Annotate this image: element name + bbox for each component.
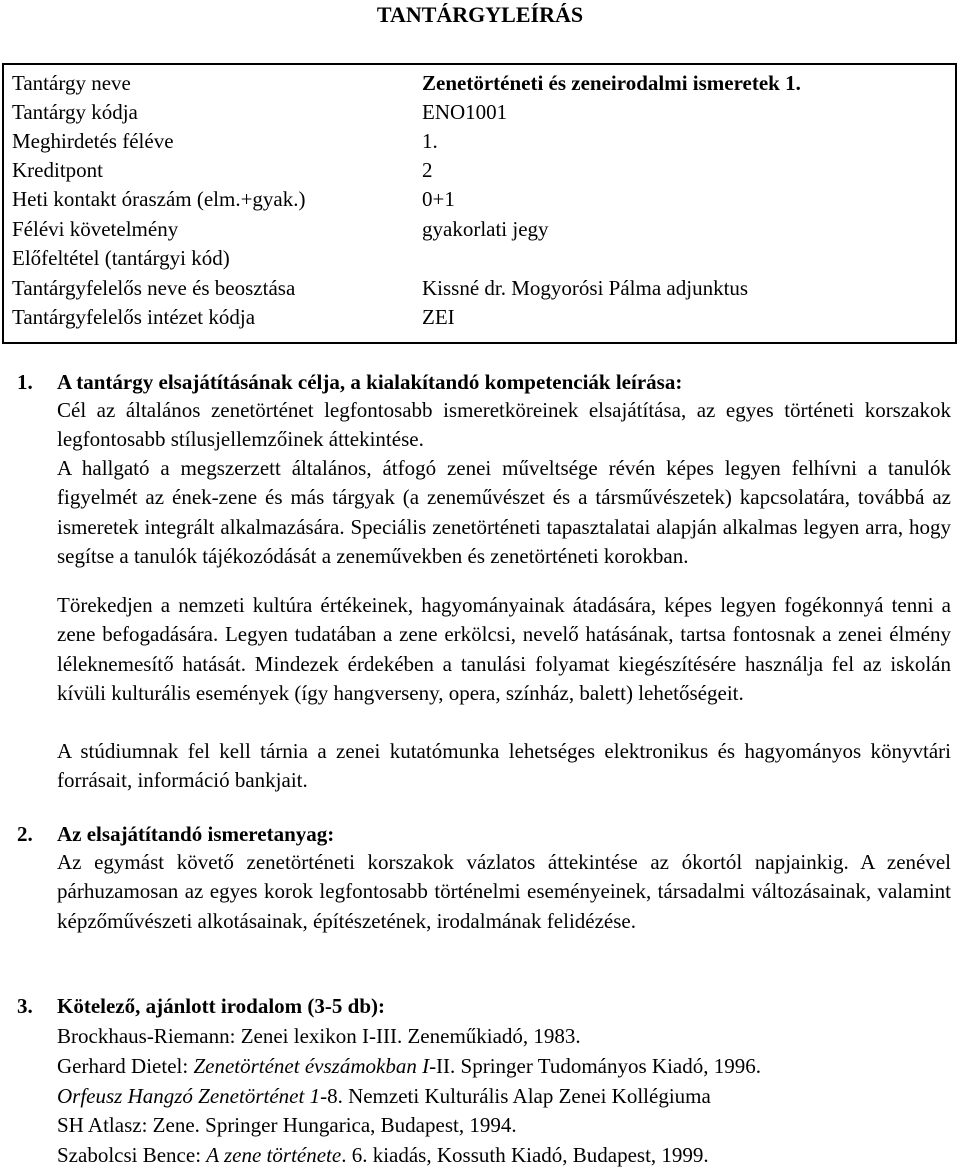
info-value: ZEI: [422, 305, 455, 329]
reference-item: [57, 1052, 951, 1082]
reference-text: Brockhaus-Riemann: Zenei lexikon I-III. Zeneműkiadó, 1983.: [57, 1024, 581, 1048]
reference-author: Szabolcsi Bence:: [57, 1143, 207, 1168]
reference-author: Gerhard Dietel:: [57, 1053, 194, 1078]
subject-info-table: [2, 63, 957, 344]
info-label: Kreditpont: [12, 158, 103, 182]
info-label: Előfeltétel (tantárgyi kód): [12, 246, 230, 270]
section-number: 2.: [17, 822, 33, 846]
section-1-heading: [17, 368, 682, 396]
section-2-heading: [17, 820, 334, 848]
section-1-paragraph: A hallgató a megszerzett általános, átfogó zenei műveltsége révén képes legyen felhívni a tanulók figyelmét az ének-zene és más tárgyak (a zeneművészet és a társművészetek) kapcsolatára, továbbá az ismeretek integrált alkalmazására. Speciális zenetörténeti tapasztalatai alapján alkalmas legyen arra, hogy segítse a tanulók tájékozódását a zeneművekben és zenetörténeti korokban.: [57, 456, 951, 568]
section-1-paragraph: A stúdiumnak fel kell tárnia a zenei kutatómunka lehetséges elektronikus és hagyományos könyvtári forrásait, információ bankjait.: [57, 739, 951, 793]
reference-text: SH Atlasz: Zene. Springer Hungarica, Budapest, 1994.: [57, 1113, 517, 1138]
reference-text: -8. Nemzeti Kulturális Alap Zenei Kollégiuma: [320, 1083, 711, 1108]
reference-item: [57, 1141, 951, 1171]
section-title: A tantárgy elsajátításának célja, a kialakítandó kompetenciák leírása:: [57, 370, 683, 394]
reference-book-title: A zene története: [206, 1143, 342, 1168]
section-1-paragraph: Cél az általános zenetörténet legfontosabb ismeretköreinek elsajátítása, az egyes történeti korszakok legfontosabb stílusjellemzőinek áttekintése.: [57, 398, 951, 452]
info-value: Zenetörténeti és zeneirodalmi ismeretek 1.: [422, 71, 801, 95]
info-label: Heti kontakt óraszám (elm.+gyak.): [12, 187, 306, 211]
reference-book-title: Zenetörténet évszámokban I: [193, 1053, 430, 1078]
reference-item: [57, 1082, 951, 1112]
info-label: Félévi követelmény: [12, 217, 179, 241]
info-value: ENO1001: [422, 100, 508, 124]
section-1-paragraph: Törekedjen a nemzeti kultúra értékeinek, hagyományainak átadására, képes legyen fogékonnyá tenni a zene befogadására. Legyen tudatában a zene erkölcsi, nevelő hatásának, tartsa fontosnak a zenei élmény léleknemesítő hatását. Mindezek érdekében a tanulási folyamat kiegészítésére használja fel az iskolán kívüli kulturális események (így hangverseny, opera, színház, balett) lehetőségeit.: [57, 593, 951, 705]
section-title: Az elsajátítandó ismeretanyag:: [57, 822, 335, 846]
info-label: Tantárgy neve: [12, 71, 131, 95]
info-label: Meghirdetés féléve: [12, 129, 174, 153]
reference-text: -II. Springer Tudományos Kiadó, 1996.: [429, 1053, 761, 1078]
info-value: 1.: [422, 129, 438, 153]
page-title: TANTÁRGYLEÍRÁS: [376, 2, 584, 27]
section-number: 3.: [17, 994, 33, 1018]
info-value: Kissné dr. Mogyorósi Pálma adjunktus: [422, 276, 749, 300]
info-label: Tantárgyfelelős neve és beosztása: [12, 276, 296, 300]
section-title: Kötelező, ajánlott irodalom (3-5 db):: [57, 994, 385, 1018]
info-value: 2: [422, 158, 433, 182]
reference-item: [57, 1022, 951, 1052]
info-value: 0+1: [422, 187, 455, 211]
info-label: Tantárgy kódja: [12, 100, 138, 124]
reference-text: . 6. kiadás, Kossuth Kiadó, Budapest, 1999.: [341, 1143, 709, 1168]
info-value: gyakorlati jegy: [422, 217, 549, 241]
section-2-paragraph: Az egymást követő zenetörténeti korszakok vázlatos áttekintése az ókortól napjainkig. A zenével párhuzamosan az egyes korok legfontosabb történelmi eseményeinek, társadalmi változásainak, valamint képzőművészeti alkotásainak, építészetének, irodalmának felidézése.: [57, 850, 951, 933]
reference-list: [57, 1022, 951, 1171]
section-number: 1.: [17, 370, 33, 394]
info-label: Tantárgyfelelős intézet kódja: [12, 305, 256, 329]
reference-book-title: Orfeusz Hangzó Zenetörténet 1: [57, 1083, 321, 1108]
section-3-heading: [17, 992, 385, 1020]
reference-item: [57, 1111, 951, 1141]
